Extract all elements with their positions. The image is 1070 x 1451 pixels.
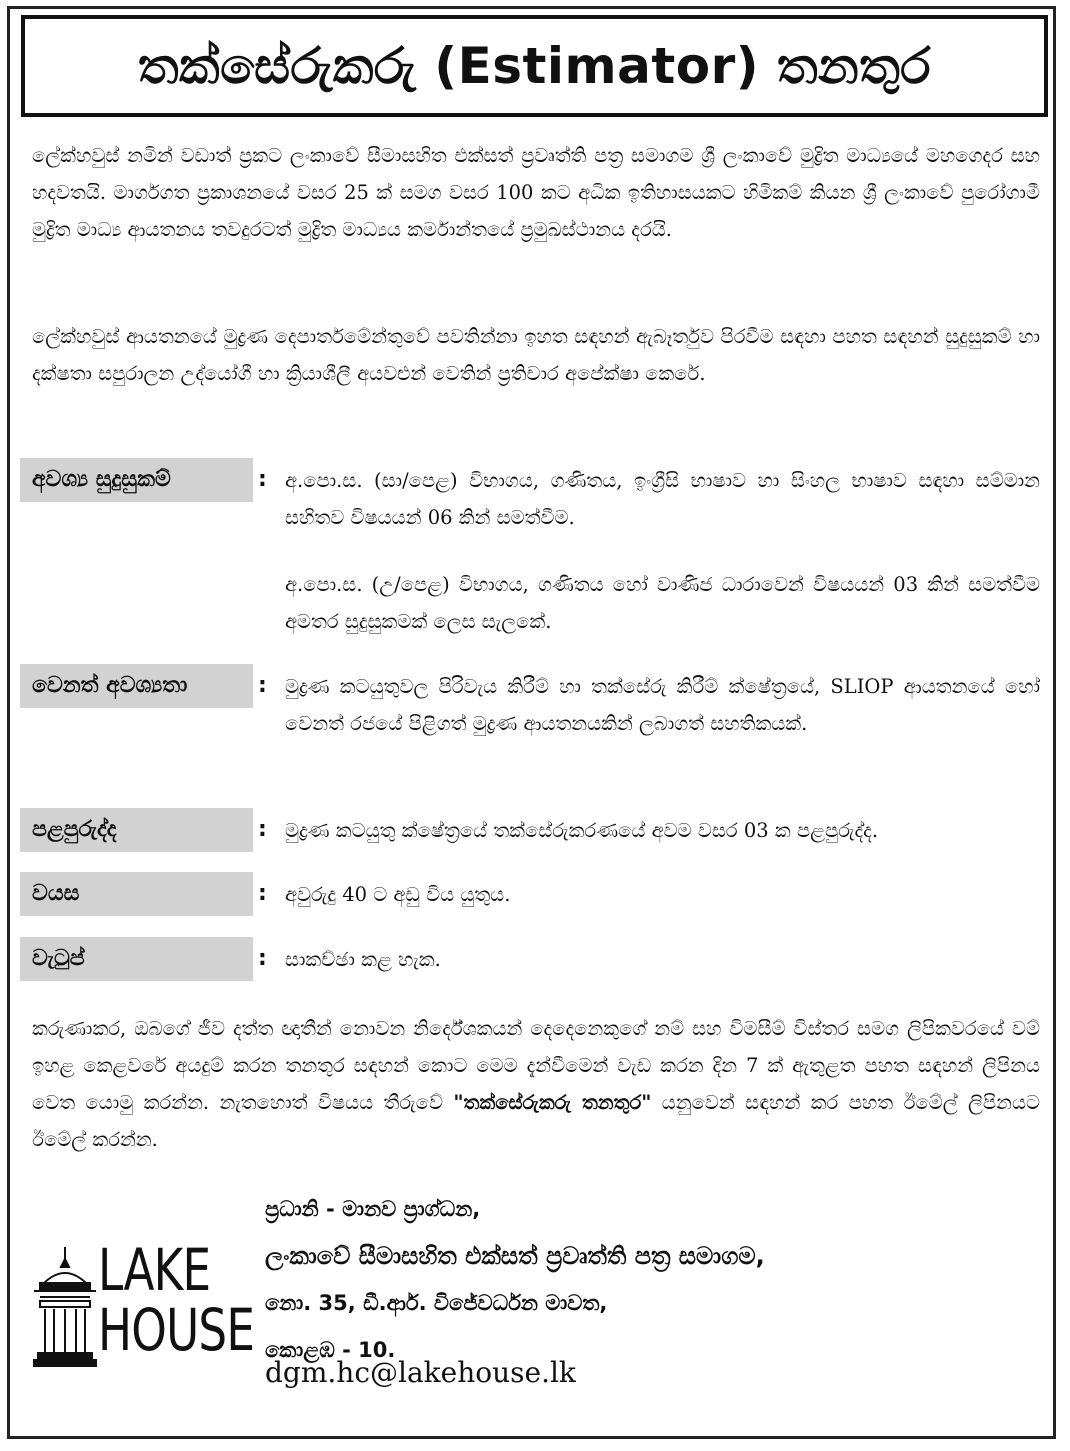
logo-line-1: LAKE <box>98 1236 211 1304</box>
intro-paragraph-1: ලේක්හවුස් නමින් වඩාත් ප්‍රකට ලංකාවේ සීමාසහිත එක්සත් ප්‍රවෘත්ති පත්‍ර සමාගම ශ්‍රී ලංකාවේ මුද්‍රිත මාධ්‍යයේ මහගෙදර සහ හදවතයි. මාර්ගගත ප්‍රකාශනයේ වසර 25 ක් සමග වසර 100 කට අධික ඉතිහාසයකට හිමිකම් කියන ශ්‍රී ලංකාවේ පුරෝගාමී මුද්‍රිත මාධ්‍ය ආයතනය තවදුරටත් මුද්‍රිත මාධ්‍යය කර්මාන්තයේ ප්‍රමුඛස්ථානය දරයි. <box>32 144 1040 241</box>
requirement-colon: : <box>258 946 267 971</box>
requirement-label: වැටුප් <box>20 937 253 981</box>
address-line-3: නො. 35, ඩී.ආර්. විජේවර්ධන මාවත, <box>265 1291 608 1315</box>
requirement-colon: : <box>258 467 267 492</box>
email-address: dgm.hc@lakehouse.lk <box>265 1356 576 1389</box>
address-line-2: ලංකාවේ සීමාසහිත එක්සත් ප්‍රවෘත්ති පත්‍ර සමාගම, <box>265 1242 765 1270</box>
closing-text-after: යනුවෙන් සඳහන් කර පහත ඊමේල් ලිපිනයට ඊමේල් කරන්න. <box>32 1091 1040 1151</box>
requirement-value: අවුරුදු 40 ට අඩු විය යුතුය. <box>285 883 511 906</box>
requirement-label: පළපුරුද්ද <box>20 808 253 852</box>
requirement-label: වෙනත් අවශ්‍යතා <box>20 664 253 708</box>
requirement-value: අ.පො.ස. (සා/පෙළ) විභාගය, ගණිතය, ඉංග්‍රීසි භාෂාව හා සිංහල භාෂාව සඳහා සම්මාන සහිතව විෂයයන් 06 කින් සමත්වීම. <box>285 469 1040 529</box>
requirement-colon: : <box>258 817 267 842</box>
page-title: තක්සේරුකරු (Estimator) තනතුර <box>137 36 932 95</box>
closing-text-before: කරුණාකර, ඔබගේ ජීව දත්ත ඥාතීන් නොවන නිර්දේශකයන් දෙදෙනෙකුගේ නම් සහ විමසීම් විස්තර සමග ලිපිකවරයේ වම් ඉහළ කෙළවරේ අයදුම් කරන තනතුර සඳහන් කොට මෙම දැන්වීමෙන් වැඩ කරන දින 7 ක් ඇතුළත පහත සඳහන් ලිපිනය වෙත යොමු කරන්න. නැතහොත් විෂයය තීරුවේ <box>32 1017 1040 1114</box>
postal-address <box>265 1186 1045 1374</box>
requirement-colon: : <box>258 881 267 906</box>
requirement-value: අ.පො.ස. (උ/පෙළ) විභාගය, ගණිතය හෝ වාණිජ ධාරාවෙන් විෂයයන් 03 කින් සමත්වීම අමතර සුදුසුකමක් ලෙස සැලකේ. <box>285 573 1040 633</box>
lake-house-logo-text <box>98 1236 255 1364</box>
title-box <box>21 15 1048 117</box>
requirement-label: අවශ්‍ය සුදුසුකම් <box>20 458 253 502</box>
closing-subject-text: "තක්සේරුකරු තනතුර" <box>453 1091 652 1114</box>
requirement-value: මුද්‍රණ කටයුතු ක්ෂේත්‍රයේ තක්සේරුකරණයේ අවම වසර 03 ක පළපුරුද්ද. <box>285 819 879 842</box>
closing-paragraph <box>32 1010 1040 1158</box>
intro-paragraph-2: ලේක්හවුස් ආයතනයේ මුද්‍රණ දෙපාර්තමේන්තුවේ පවතින්නා ඉහත සඳහන් ඇබෑර්තුව පිරවීම සඳහා පහත සඳහන් සුදුසුකම් හා දක්ෂතා සපුරාලන උද්යෝගී හා ක්‍රියාශීලී අයවළුන් වෙතින් ප්‍රතිචාර අපේක්ෂා කෙරේ. <box>32 325 1040 385</box>
requirement-colon: : <box>258 673 267 698</box>
address-line-1: ප්‍රධානි - මානව ප්‍රාග්ධන, <box>265 1197 481 1221</box>
address-line-4: කොළඹ - 10. <box>265 1338 396 1362</box>
logo-line-2: HOUSE <box>98 1296 255 1364</box>
requirement-value: සාකච්ඡා කළ හැක. <box>285 948 441 971</box>
requirement-value: මුද්‍රණ කටයුතුවල පිරිවැය කිරීම් හා තක්සේරු කිරීම් ක්ෂේත්‍රයේ, SLIOP ආයතනයේ හෝ වෙනත් රජයේ පිළිගත් මුද්‍රණ ආයතනයකින් ලබාගත් සහතිකයක්. <box>285 675 1040 735</box>
requirement-label: වයස <box>20 872 253 916</box>
lake-house-tower-icon <box>30 1245 100 1370</box>
